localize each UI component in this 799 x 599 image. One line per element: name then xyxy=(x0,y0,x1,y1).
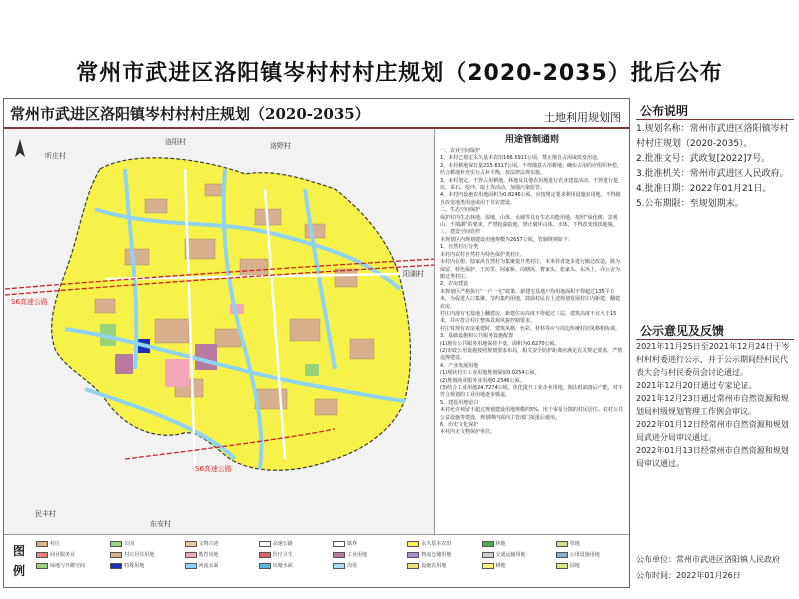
legend-item xyxy=(333,539,403,548)
legend-item xyxy=(556,550,626,559)
legend-item xyxy=(556,561,626,570)
notice-item: 5.公布期限：至规划期末。 xyxy=(636,199,744,209)
place-label: 洛野村 xyxy=(270,142,291,150)
notice-item: 4.批准日期：2022年01月21日。 xyxy=(636,184,772,194)
legend-item xyxy=(110,561,180,570)
legend-item xyxy=(36,539,106,548)
place-label: 听庄村 xyxy=(45,152,66,160)
legend-swatch xyxy=(185,563,197,569)
legend-item-label: 河流水面 xyxy=(198,563,219,569)
legend-item xyxy=(110,550,180,559)
notice-item: 3.批准机关：常州市武进区人民政府。 xyxy=(636,169,789,179)
legend-swatch xyxy=(36,541,48,547)
legend-swatch xyxy=(259,541,271,547)
opinion-heading: 公示意见及反馈 xyxy=(636,322,794,340)
legend-swatch xyxy=(556,552,568,558)
legend-item xyxy=(36,550,106,559)
legend-item-label: 公园 xyxy=(124,541,135,547)
legend-swatch xyxy=(482,541,494,547)
legend-item xyxy=(556,539,626,548)
notice-item: 2.批准文号：武政复[2022]7号。 xyxy=(636,154,771,164)
opinion-item: 2022年01月13日经常州市自然资源和规划局审议通过。 xyxy=(636,446,789,468)
legend-swatch xyxy=(185,552,197,558)
notice-item: 1.规划名称：常州市武进区洛阳镇岑村村村庄规划（2020-2035）。 xyxy=(636,124,789,149)
legend-item-label: 沟渠 xyxy=(347,563,358,569)
legend-item xyxy=(333,550,403,559)
legend-swatch xyxy=(110,563,122,569)
legend-item-label: 教育用地 xyxy=(198,552,219,558)
legend-item xyxy=(407,550,477,559)
road-label: S6高速公路 xyxy=(11,298,48,306)
legend-item xyxy=(36,561,106,570)
legend-item xyxy=(185,550,255,559)
legend-item xyxy=(407,561,477,570)
legend-swatch xyxy=(556,541,568,547)
rules-text: 一、农业空间保护 1、本村已划定永久基本农田166.5911公顷，禁止擅自占用或改变用途。 2、本村耕地保有量215.6317公顷，不得随意占用耕地；确实占用的应组织补偿，结合耕地补充实行占补平衡，按法律法规实施。 3、本村划定，不得占用耕地。林地及其他农用地进行农业建设活动，不得进行挖坑、采石、挖沙、取土等活动。加强污染监管。 4、本村内设施农用地面积为0.8246公顷，应按规定要求利用设施农用地，不得擅自改变地类用途或用于非农建设。 二、生态空间保护 保护村内生态林地、湿地、山体、水域等具有生态功能用地，按照“绿化树、景观山、不填湖”的要求，严禁挖湖造地，禁止破坏山体、水体，不得改变现状地貌。 三、建设空间管控 本规划区内规划建设用地规模为2657公顷，管制规则如下： 1、自然村庄分类 本村内农村自然村为特色保护类村庄。 本村内在册、陆家浜自然村为集聚提升类村庄，本米祥者逐步进行搬迁改造，路为保留、特色保护、王坊里、阿家桥、岗塘浜、曹家头、张家头、东浜上、乔公舍为搬迁类村庄。 2、农房建设 本规划区严格执行“一户一宅”政策，新建宅基地户均用地面积不得超过135平方米，为促进人口集聚，节约集约用地，鼓励村民在上述规划发展村庄内新建，翻建农房。 村庄内现有宅基地上翻建房，新建住房高度不得超过三层。建筑高度不宜大于15米，并应符合村庄整体景观风貌控制要求。 村庄对现有农房重建时，建筑风格、色彩、材料等应与周边传统村居风格相协调。 3、基础设施和公共服务设施配置 (1)现有公共服务用地保持不变，面积为0.6270公顷。 (2)市政公用设施按照规划要求布局，相关安全防护距离应满足有关规定要求，严禁违规建设。 4、产业发展用地 (1)现状村庄工业用地规划保留0.0254公顷。 (2)规划商业服务业用地0.2346公顷。 (3)结合工业用地24.7274公顷，优化提升工业企业用地，淘汰低端落后产能，对不符合规划的工业用地逐步腾退。 5、建设用地留白 本村允许预留不超过规划建设用地规模的5%，用于零星分散的村民居住、农村公共公益设施等建设，规划期内需向主管部门报批后使用。 6、历史文化保护 本村内无文物保护单位。 xyxy=(440,148,623,436)
legend-item-label: 耕地 xyxy=(495,563,506,569)
legend-item xyxy=(407,539,477,548)
page-title: 常州市武进区洛阳镇岑村村村庄规划（2020-2035）批后公布 xyxy=(76,61,723,86)
legend-grid xyxy=(36,539,626,585)
legend-item-label: 工业用地 xyxy=(347,552,368,558)
legend-swatch xyxy=(36,563,48,569)
plan-board xyxy=(3,98,630,588)
opinion-item: 2021年12月23日通过常州市自然资源和规划局村级规划管理工作例会审议。 xyxy=(636,394,789,416)
opinion-item: 2021年12月20日通过专家论证。 xyxy=(636,381,757,390)
board-subtitle: 土地利用规划图 xyxy=(544,111,621,124)
place-label: 民丰村 xyxy=(35,510,56,518)
legend-item-label: 文物古迹 xyxy=(198,541,219,547)
legend-swatch xyxy=(333,552,345,558)
legend-label: 图例 xyxy=(12,544,25,578)
legend-item-label: 村庄居住用地 xyxy=(124,552,155,558)
opinion-item: 2021年11月25日至2021年12月24日于岑村村村委进行公示，并于公示期间经村民代表大会与村民委员会讨论通过。 xyxy=(636,342,790,377)
publish-date: 公布时间：2022年01月26日 xyxy=(636,571,741,580)
place-label: 东安村 xyxy=(150,520,171,528)
legend-item-label: 镇界 xyxy=(347,541,358,547)
legend-item-label: 永久基本农田 xyxy=(421,541,452,547)
place-label: 阳湖村 xyxy=(403,270,424,278)
place-label: 洛阳村 xyxy=(165,138,186,146)
legend-swatch xyxy=(407,563,419,569)
legend-item-label: 物流仓储用地 xyxy=(421,552,452,558)
legend-swatch xyxy=(110,552,122,558)
legend-swatch xyxy=(556,563,568,569)
legend-item-label: 特殊用地 xyxy=(124,563,145,569)
opinion-list xyxy=(636,340,794,470)
village-boundary xyxy=(52,158,411,470)
legend-swatch xyxy=(407,552,419,558)
legend-item-label: 医疗卫生 xyxy=(272,552,293,558)
legend-swatch xyxy=(185,541,197,547)
legend-swatch xyxy=(333,541,345,547)
legend-swatch xyxy=(482,552,494,558)
legend-item xyxy=(482,561,552,570)
legend-swatch xyxy=(259,552,271,558)
rules-panel xyxy=(434,129,629,534)
legend-swatch xyxy=(482,563,494,569)
legend-item-label: 高速公路 xyxy=(272,541,293,547)
rules-title: 用途管制通则 xyxy=(504,135,559,145)
legend-item-label: 村庄 xyxy=(50,541,61,547)
legend-item xyxy=(110,539,180,548)
legend-item-label: 园地 xyxy=(569,563,580,569)
legend-item xyxy=(482,539,552,548)
legend-item-label: 公用设施用地 xyxy=(569,552,600,558)
legend-swatch xyxy=(407,541,419,547)
opinion-item: 2022年01月12日经常州市自然资源和规划局武进分局审议通过。 xyxy=(636,420,789,442)
road-label: S6高速公路 xyxy=(195,465,232,473)
legend-item-label: 林地 xyxy=(495,541,506,547)
legend-item xyxy=(259,561,329,570)
legend-item xyxy=(333,561,403,570)
land-use-map xyxy=(5,129,495,534)
legend-item-label: 设施农用地 xyxy=(421,563,447,569)
legend-item-label: 商业服务业 xyxy=(50,552,76,558)
legend xyxy=(4,534,629,587)
legend-item-label: 交通运输用地 xyxy=(495,552,526,558)
legend-item-label: 绿地与开敞空间 xyxy=(50,563,86,569)
legend-swatch xyxy=(36,552,48,558)
legend-swatch xyxy=(110,541,122,547)
publisher: 公布单位：常州市武进区洛阳镇人民政府 xyxy=(636,555,780,564)
notice-list xyxy=(636,122,794,212)
legend-item xyxy=(185,561,255,570)
notice-heading: 公布说明 xyxy=(636,102,794,120)
legend-item xyxy=(185,539,255,548)
legend-item-label: 坑塘水面 xyxy=(272,563,293,569)
board-title: 常州市武进区洛阳镇岑村村村庄规划（2020-2035） xyxy=(10,105,370,123)
legend-item xyxy=(259,550,329,559)
legend-item-label: 草地 xyxy=(569,541,580,547)
legend-item xyxy=(482,550,552,559)
legend-item xyxy=(259,539,329,548)
legend-swatch xyxy=(333,563,345,569)
north-arrow xyxy=(15,139,25,157)
legend-swatch xyxy=(259,563,271,569)
